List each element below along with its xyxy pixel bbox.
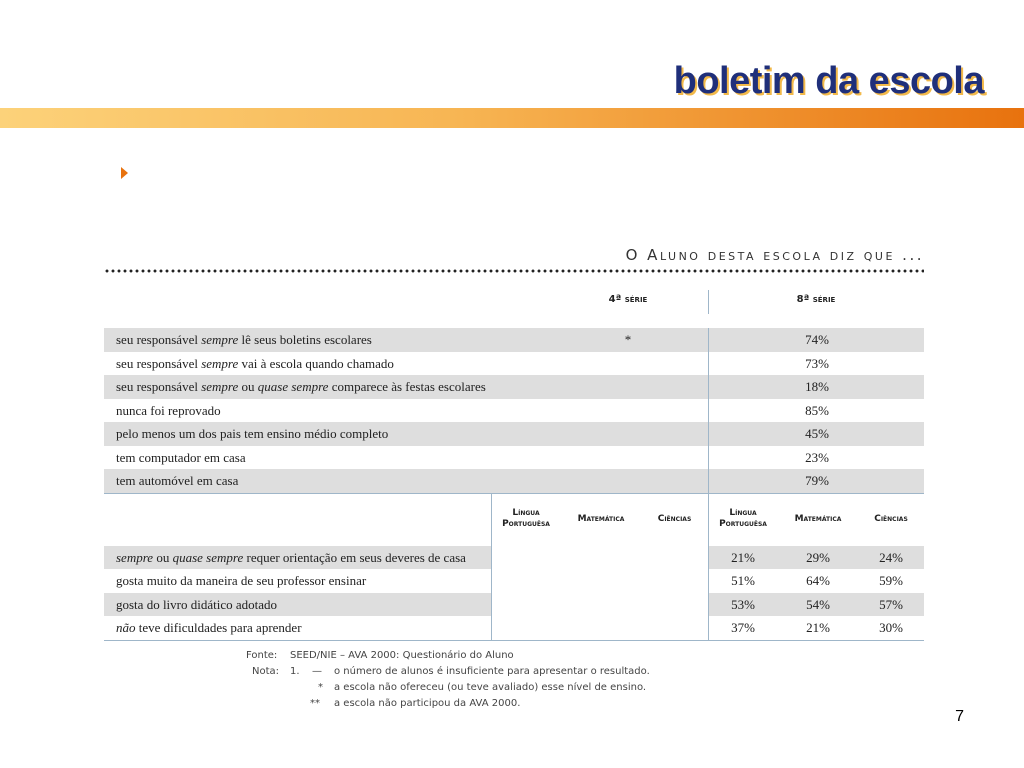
note-text: a escola não ofereceu (ou teve avaliado) esse nível de ensino. bbox=[334, 682, 647, 693]
table-row bbox=[104, 546, 924, 570]
table-bottom-line bbox=[104, 640, 924, 641]
subject-header-row bbox=[104, 493, 924, 546]
subject-header-lingua-8: Língua Portuguêsa bbox=[719, 507, 767, 529]
label-fragment: gosta do livro didático adotado bbox=[116, 596, 278, 612]
grade8-mat-value: 54% bbox=[806, 596, 830, 612]
label-fragment: lê seus boletins escolares bbox=[238, 332, 372, 347]
label-fragment: seu responsável bbox=[116, 379, 202, 394]
label-fragment: vai à escola quando chamado bbox=[238, 355, 394, 371]
grade8-value: 23% bbox=[708, 446, 925, 470]
table-row bbox=[104, 422, 924, 446]
label-fragment: nunca foi reprovado bbox=[116, 402, 221, 418]
note-symbol: * bbox=[318, 682, 323, 693]
row-label bbox=[116, 399, 221, 423]
note-symbol: — bbox=[312, 666, 322, 677]
table-heading: O Aluno desta escola diz que ... bbox=[625, 246, 924, 264]
label-fragment: quase sempre bbox=[172, 549, 244, 565]
row-label bbox=[116, 569, 366, 593]
dotted-divider bbox=[104, 268, 924, 274]
label-fragment: sempre bbox=[201, 355, 239, 371]
grade8-mat-value: 64% bbox=[806, 573, 830, 588]
label-fragment: sempre bbox=[116, 549, 154, 565]
grade-header-row bbox=[104, 284, 924, 328]
table-row bbox=[104, 469, 924, 493]
table-row bbox=[104, 399, 924, 423]
row-label bbox=[116, 469, 238, 493]
source-text: SEED/NIE – AVA 2000: Questionário do Aluno bbox=[290, 650, 514, 661]
table-row bbox=[104, 446, 924, 470]
table-row bbox=[104, 593, 924, 617]
grade8-lp-value: 37% bbox=[731, 620, 755, 635]
general-rows bbox=[104, 328, 924, 493]
label-fragment: ou bbox=[238, 379, 258, 394]
grade8-header: 8ª série bbox=[796, 294, 836, 305]
row-label bbox=[116, 593, 277, 617]
note-symbol: ** bbox=[310, 698, 320, 709]
label-fragment: seu responsável bbox=[116, 332, 202, 347]
table-row bbox=[104, 569, 924, 593]
table-row bbox=[104, 616, 924, 640]
label-fragment: quase sempre bbox=[257, 379, 329, 394]
grade8-lp-value: 51% bbox=[731, 573, 755, 588]
subject-header-lingua-4: Língua Portuguêsa bbox=[502, 507, 550, 529]
row-label bbox=[116, 328, 372, 352]
grade8-cie-value: 59% bbox=[879, 573, 903, 588]
grade8-cie-value: 24% bbox=[879, 549, 903, 565]
subject-header-matematica-4: Matemática bbox=[577, 513, 625, 524]
table-row bbox=[104, 328, 924, 352]
row-label bbox=[116, 616, 302, 640]
grade8-lp-value: 53% bbox=[731, 596, 755, 612]
label-fragment: sempre bbox=[201, 332, 239, 347]
grade4-empty-cells bbox=[491, 616, 709, 640]
label-fragment: tem computador em casa bbox=[116, 449, 246, 465]
label-fragment: comparece às festas escolares bbox=[328, 379, 486, 394]
bullet-arrow-icon bbox=[121, 167, 128, 179]
row-label bbox=[116, 352, 394, 376]
slide-title: boletim da escola bbox=[673, 60, 984, 102]
label-fragment: não bbox=[116, 620, 136, 635]
grade8-value: 85% bbox=[708, 399, 925, 423]
grade4-empty-cells bbox=[491, 569, 709, 593]
grade8-value: 45% bbox=[708, 422, 925, 446]
grade8-mat-value: 29% bbox=[806, 549, 830, 565]
subject-header-matematica-8: Matemática bbox=[794, 513, 842, 524]
grade8-mat-value: 21% bbox=[806, 620, 830, 635]
label-fragment: tem automóvel em casa bbox=[116, 473, 239, 488]
grade4-empty-cells bbox=[491, 593, 709, 617]
grade8-lp-value: 21% bbox=[731, 549, 755, 565]
row-label bbox=[116, 375, 486, 399]
row-label bbox=[116, 422, 388, 446]
subject-header-ciencias-4: Ciências bbox=[657, 513, 692, 524]
grade8-value: 74% bbox=[708, 328, 925, 352]
subject-header-ciencias-8: Ciências bbox=[874, 513, 908, 524]
grade8-cie-value: 30% bbox=[879, 620, 903, 635]
label-fragment: gosta muito da maneira de seu professor ensinar bbox=[116, 573, 367, 588]
table-row bbox=[104, 375, 924, 399]
label-fragment: sempre bbox=[201, 379, 239, 394]
grade4-value: * bbox=[624, 332, 632, 347]
grade4-empty-cells bbox=[491, 546, 709, 570]
table-row bbox=[104, 352, 924, 376]
source-label: Fonte: bbox=[246, 650, 278, 661]
grade8-value: 18% bbox=[708, 375, 925, 399]
grade8-cie-value: 57% bbox=[879, 596, 903, 612]
note-number: 1. bbox=[290, 666, 300, 677]
school-report-table bbox=[104, 284, 924, 641]
row-label bbox=[116, 546, 466, 570]
label-fragment: pelo menos um dos pais tem ensino médio completo bbox=[116, 426, 389, 441]
note-label: Nota: bbox=[252, 666, 280, 677]
label-fragment: teve dificuldades para aprender bbox=[135, 620, 302, 635]
label-fragment: seu responsável bbox=[116, 355, 202, 371]
page-number: 7 bbox=[955, 708, 964, 725]
header-gradient-bar bbox=[0, 108, 1024, 128]
grade8-value: 79% bbox=[708, 469, 925, 493]
label-fragment: ou bbox=[153, 549, 173, 565]
grade4-header: 4ª série bbox=[608, 294, 648, 305]
label-fragment: requer orientação em seus deveres de casa bbox=[243, 549, 466, 565]
note-text: a escola não participou da AVA 2000. bbox=[334, 698, 521, 709]
subject-rows bbox=[104, 546, 924, 640]
grade8-value: 73% bbox=[708, 352, 925, 376]
row-label bbox=[116, 446, 246, 470]
note-text: o número de alunos é insuficiente para apresentar o resultado. bbox=[334, 666, 650, 677]
